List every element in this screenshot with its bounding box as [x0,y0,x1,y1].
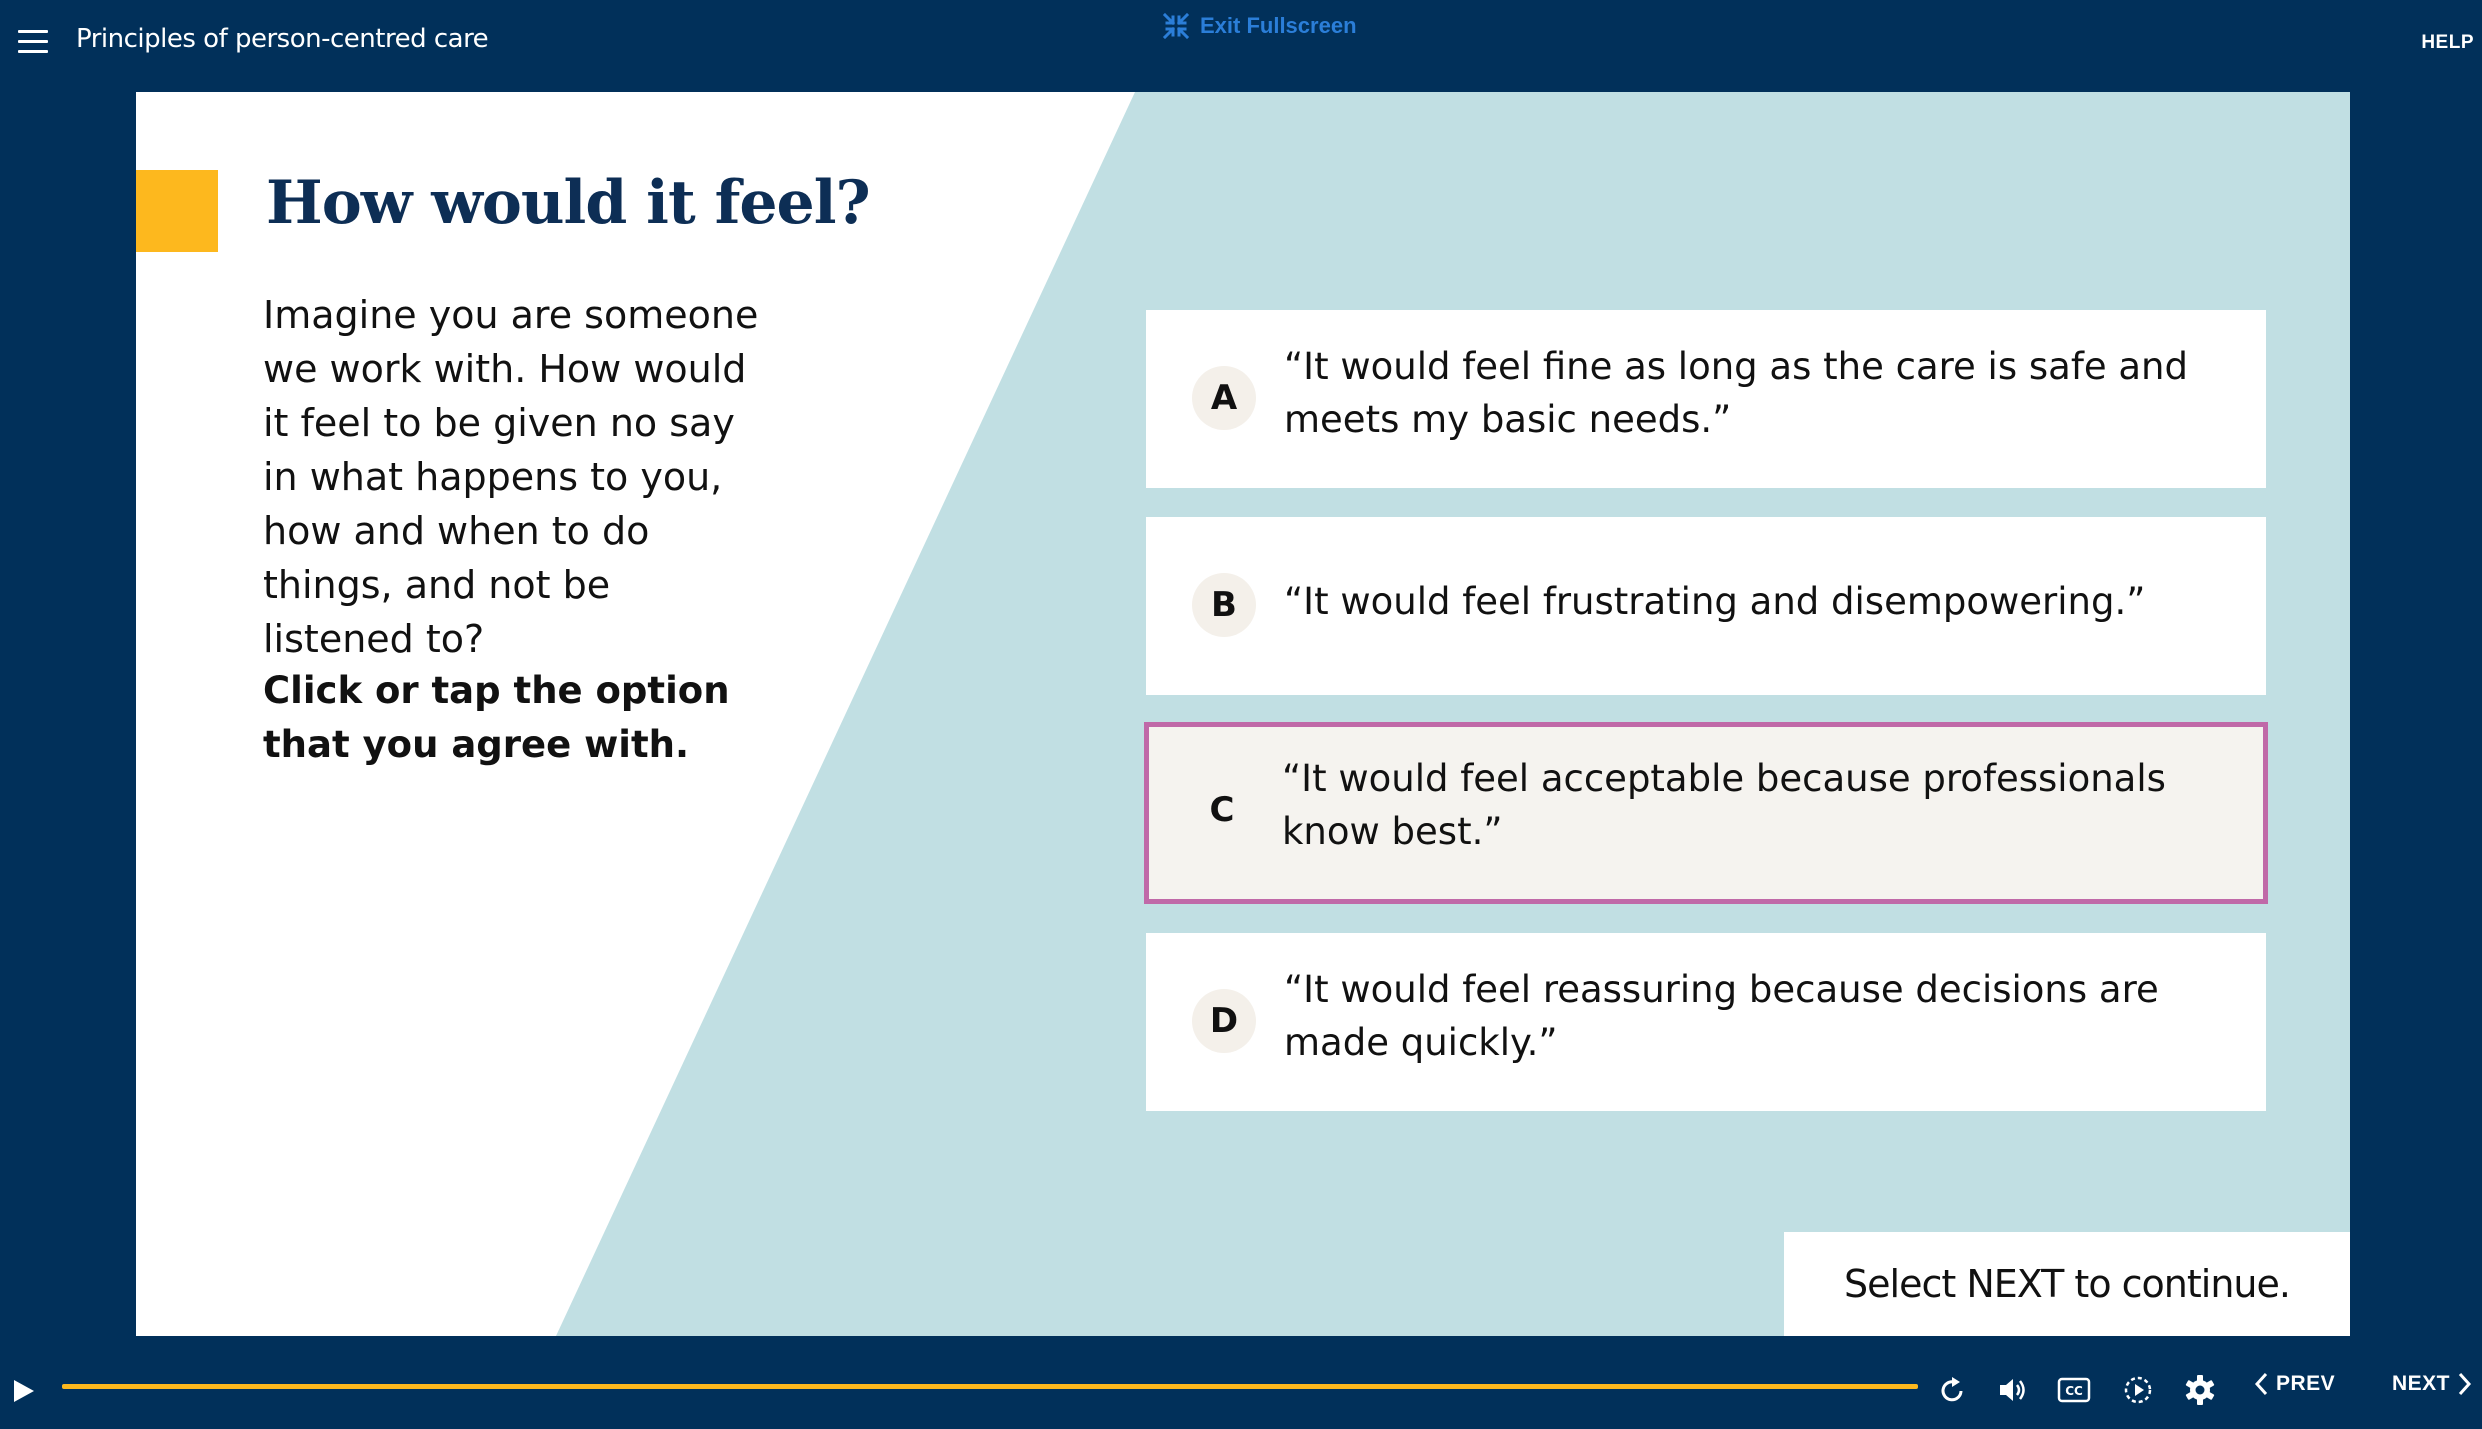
option-text: “It would feel fine as long as the care is safe and meets my basic needs.” [1284,345,2188,441]
instruction-text: Click or tap the option that you agree with. [263,669,730,766]
seek-bar[interactable] [62,1384,1918,1389]
next-label: NEXT [2392,1372,2451,1395]
exit-fullscreen-label: Exit Fullscreen [1200,13,1357,38]
exit-fullscreen-button[interactable] [1162,12,1357,40]
svg-text:CC: CC [2065,1384,2083,1398]
option-b[interactable] [1146,517,2266,695]
option-letter: D [1192,989,1256,1053]
option-letter: A [1192,366,1256,430]
option-c[interactable] [1144,722,2268,904]
top-bar [0,0,2482,92]
help-button[interactable]: HELP [2421,32,2474,53]
prev-button[interactable] [2254,1372,2335,1396]
option-text: “It would feel reassuring because decisions are made quickly.” [1284,968,2159,1064]
slide-heading: How would it feel? [266,168,870,238]
option-d[interactable] [1146,933,2266,1111]
play-icon[interactable] [10,1377,38,1405]
option-letter: B [1192,573,1256,637]
player-controls [0,1336,2482,1429]
chevron-right-icon [2458,1372,2472,1396]
continue-prompt: Select NEXT to continue. [1784,1232,2350,1336]
menu-icon[interactable] [18,30,48,54]
volume-icon[interactable] [1994,1372,2030,1408]
intro-text: Imagine you are someone we work with. How would it feel to be given no say in what happens to you, how and when to do things, and not be listened to? [263,293,759,661]
closed-captions-icon[interactable] [2056,1372,2092,1408]
gear-icon[interactable] [2182,1372,2218,1408]
next-button[interactable] [2392,1372,2472,1396]
option-text: “It would feel acceptable because professionals know best.” [1282,757,2166,853]
replay-icon[interactable] [1934,1372,1970,1408]
playback-speed-icon[interactable] [2120,1372,2156,1408]
option-a[interactable] [1146,310,2266,488]
slide [136,92,2350,1336]
prev-label: PREV [2276,1372,2336,1395]
accent-square [136,170,218,252]
option-letter: C [1209,790,1235,830]
course-title: Principles of person-centred care [76,24,489,54]
exit-fullscreen-icon [1162,12,1190,40]
chevron-left-icon [2254,1372,2268,1396]
option-text: “It would feel frustrating and disempowering.” [1284,580,2146,623]
